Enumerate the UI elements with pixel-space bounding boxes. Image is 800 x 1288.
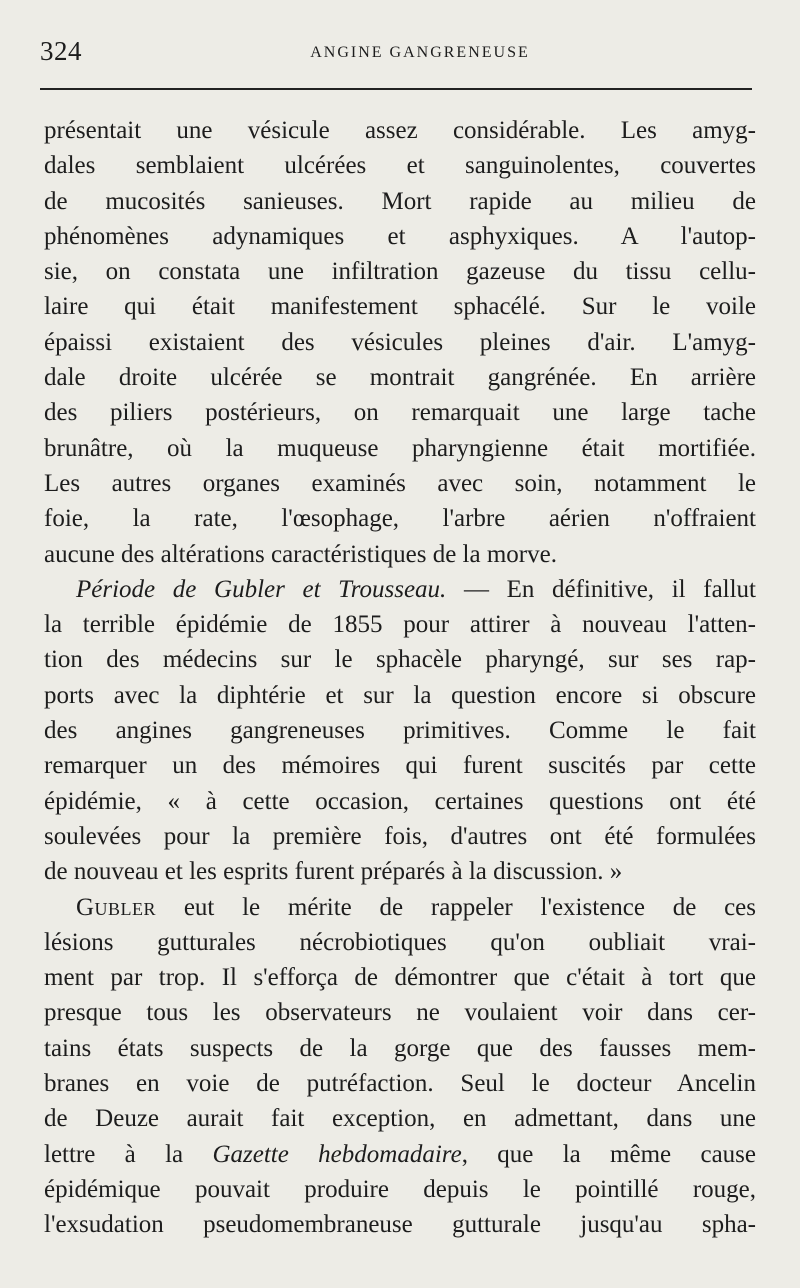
text-line: branes en voie de putréfaction. Seul le docteur Ancelin bbox=[44, 1070, 756, 1098]
text-line: dales semblaient ulcérées et sanguinolentes, couvertes bbox=[44, 152, 756, 180]
text-line: lésions gutturales nécrobiotiques qu'on oubliait vrai- bbox=[44, 928, 756, 956]
text-line: épidémique pouvait produire depuis le pointillé rouge, bbox=[44, 1175, 756, 1203]
journal-title: Gazette hebdomadaire bbox=[212, 1140, 462, 1168]
text-line: de mucosités sanieuses. Mort rapide au milieu de bbox=[44, 187, 756, 215]
header-rule bbox=[40, 88, 752, 90]
running-title: ANGINE GANGRENEUSE bbox=[310, 44, 530, 61]
text-line: des piliers postérieurs, on remarquait une large tache bbox=[44, 399, 756, 427]
text-line bbox=[44, 1137, 756, 1172]
text-line: aucune des altérations caractéristiques de la morve. bbox=[44, 540, 557, 568]
text-line: de nouveau et les esprits furent préparés à la discussion. » bbox=[44, 858, 623, 886]
author-name: Gubler bbox=[76, 893, 157, 921]
section-heading-italic: Période de Gubler et Trousseau. bbox=[76, 575, 447, 603]
text-line: sie, on constata une infiltration gazeuse du tissu cellu- bbox=[44, 258, 756, 286]
text-run: lettre à la bbox=[44, 1140, 213, 1168]
text-run: , que la même cause bbox=[461, 1140, 756, 1168]
text-line: épidémie, « à cette occasion, certaines questions ont été bbox=[44, 787, 756, 815]
text-line: ports avec la diphtérie et sur la question encore si obscure bbox=[44, 681, 756, 709]
text-line: des angines gangreneuses primitives. Comme le fait bbox=[44, 717, 756, 745]
text-line: laire qui était manifestement sphacélé. Sur le voile bbox=[44, 293, 756, 321]
text-line: tion des médecins sur le sphacèle pharyngé, sur ses rap- bbox=[44, 646, 756, 674]
text-line: épaissi existaient des vésicules pleines d'air. L'amyg- bbox=[44, 328, 756, 356]
text-line: présentait une vésicule assez considérable. Les amyg- bbox=[44, 117, 756, 144]
text-line: brunâtre, où la muqueuse pharyngienne était mortifiée. bbox=[44, 434, 756, 462]
text-line: Les autres organes examinés avec soin, notamment le bbox=[44, 469, 756, 497]
text-line: presque tous les observateurs ne voulaient voir dans cer- bbox=[44, 999, 756, 1027]
text-line: soulevées pour la première fois, d'autres ont été formulées bbox=[44, 822, 756, 850]
text-line: dale droite ulcérée se montrait gangrénée. En arrière bbox=[44, 364, 756, 392]
page-number: 324 bbox=[40, 36, 82, 66]
paragraph-heading-line bbox=[44, 572, 756, 607]
text-line: l'exsudation pseudomembraneuse gutturale jusqu'au spha- bbox=[44, 1211, 756, 1239]
text-line: foie, la rate, l'œsophage, l'arbre aérien n'offraient bbox=[44, 505, 756, 533]
text-run: — En définitive, il fallut bbox=[446, 575, 756, 603]
paragraph-first-line bbox=[44, 890, 756, 925]
text-line: tains états suspects de la gorge que des fausses mem- bbox=[44, 1034, 756, 1062]
text-line: ment par trop. Il s'efforça de démontrer que c'était à tort que bbox=[44, 964, 756, 992]
text-line: phénomènes adynamiques et asphyxiques. A l'autop- bbox=[44, 222, 756, 250]
text-line: de Deuze aurait fait exception, en admettant, dans une bbox=[44, 1105, 756, 1133]
text-line: la terrible épidémie de 1855 pour attirer à nouveau l'atten- bbox=[44, 611, 756, 639]
page-header bbox=[40, 30, 752, 70]
text-line: remarquer un des mémoires qui furent suscités par cette bbox=[44, 752, 756, 780]
body-text bbox=[44, 113, 756, 1243]
text-run: eut le mérite de rappeler l'existence de ces bbox=[156, 893, 756, 921]
